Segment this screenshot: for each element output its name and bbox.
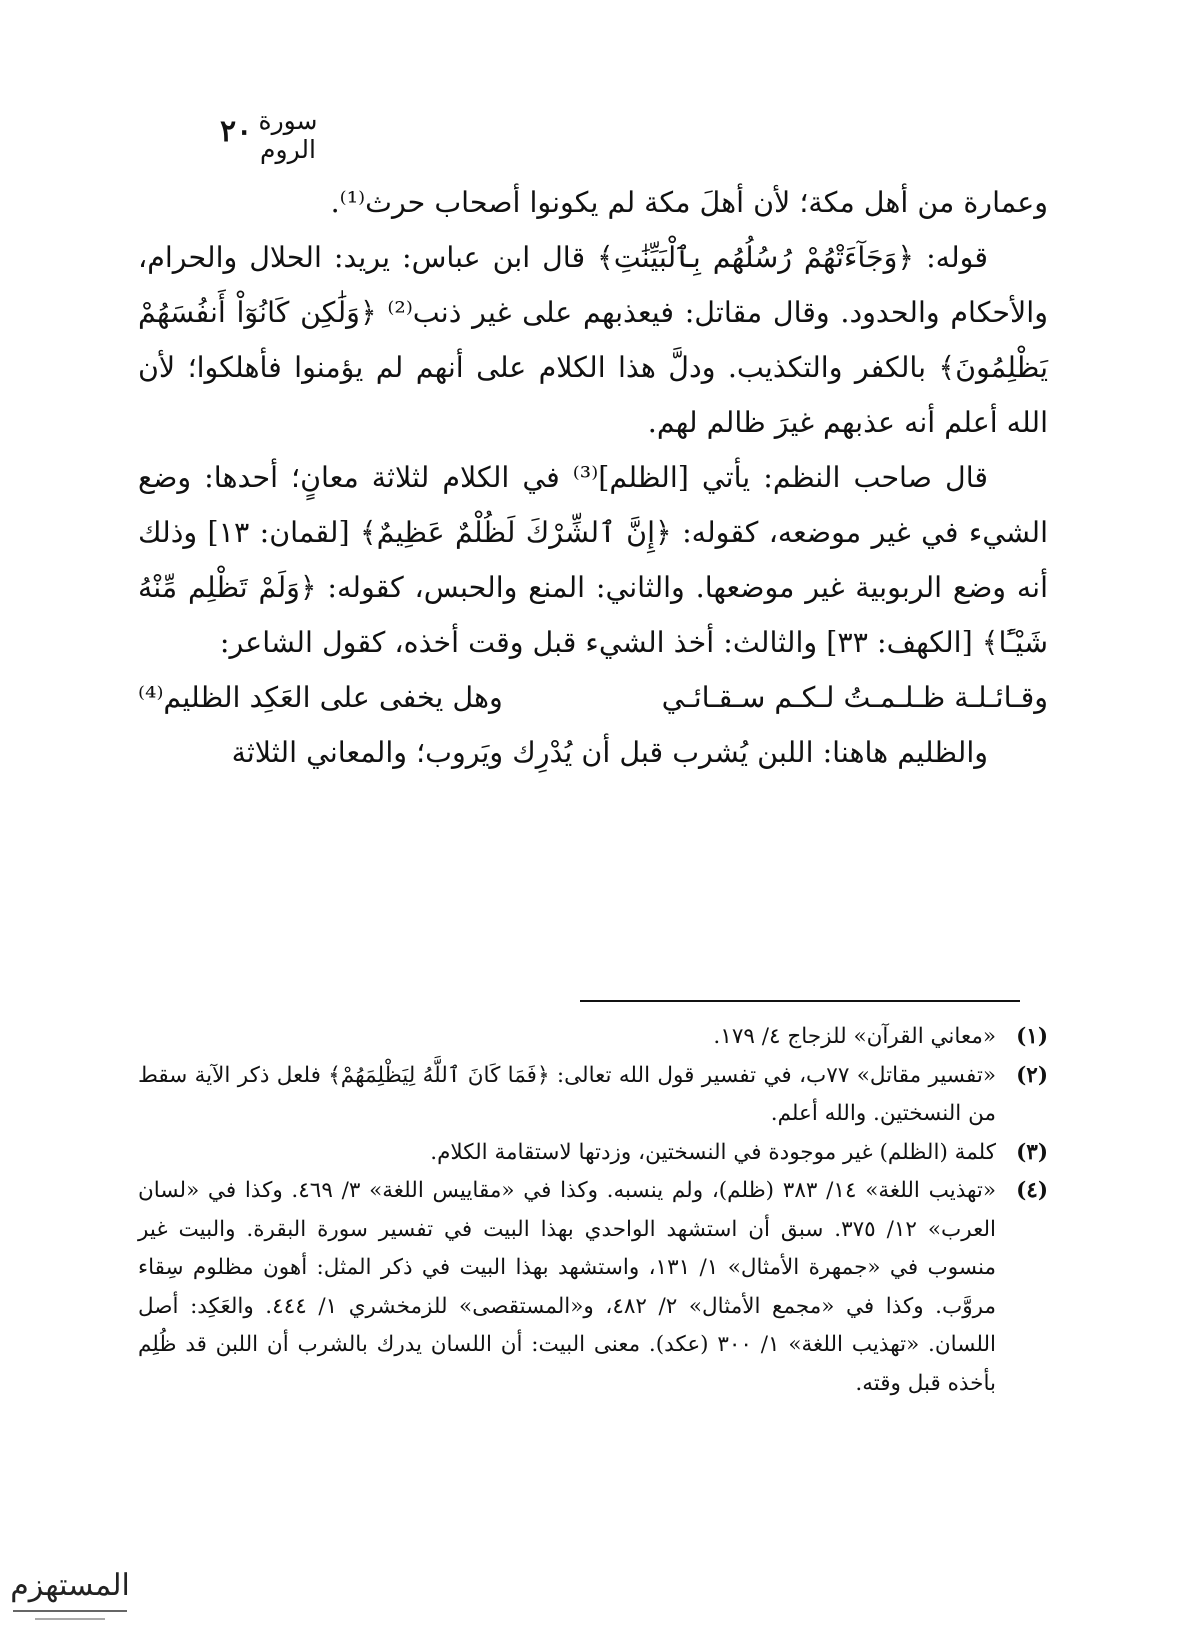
page-header	[0, 100, 1185, 164]
footnote-divider	[580, 1000, 1020, 1002]
paragraph-3: قال صاحب النظم: يأتي [الظلم]⁽³⁾ في الكلام لثلاثة معانٍ؛ أحدها: وضع الشيء في غير موضعه، كقوله: ﴿إِنَّ ٱلشِّرْكَ لَظُلْمٌ عَظِيمٌ﴾ [لقمان: ١٣] وذلك أنه وضع الربوبية غير موضعها. والثاني: المنع والحبس، كقوله: ﴿وَلَمْ تَظْلِم مِّنْهُ شَيْـًٔا﴾ [الكهف: ٣٣] والثالث: أخذ الشيء قبل وقت أخذه، كقول الشاعر:	[138, 461, 1049, 659]
footnote-number: (١)	[1016, 1024, 1048, 1049]
footnote-text: «تهذيب اللغة» ١٤/ ٣٨٣ (ظلم)، ولم ينسبه. وكذا في «مقاييس اللغة» ٣/ ٤٦٩. وكذا في «لسان العرب» ١٢/ ٣٧٥. سبق أن استشهد الواحدي بهذا البيت في تفسير سورة البقرة. والبيت غير منسوب في «جمهرة الأمثال» ١/ ١٣١، واستشهد بهذا البيت في ذكر المثل: أهون مظلوم سِقاء مروَّب. وكذا في «مجمع الأمثال» ٢/ ٤٨٢، و«المستقصى» للزمخشري ١/ ٤٤٤. والعَكِد: أصل اللسان. «تهذيب اللغة» ١/ ٣٠٠ (عكد). معنى البيت: أن اللسان يدرك بالشرب أن اللبن قد ظُلِم بأخذه قبل وقته.	[138, 1178, 997, 1396]
footnote-2	[138, 1057, 1048, 1134]
page-number: ٢٠	[220, 114, 253, 149]
stamp-text: المستهزم	[10, 1568, 130, 1603]
footnote-text: «معاني القرآن» للزجاج ٤/ ١٧٩.	[713, 1024, 996, 1049]
paragraph-1: وعمارة من أهل مكة؛ لأن أهلَ مكة لم يكونوا أصحاب حرث⁽¹⁾.	[330, 186, 1048, 219]
verse-first-hemistich: وقـائـلـة ظـلـمـتُ لـكـم سـقـائـي	[661, 681, 1048, 714]
stamp-logo	[5, 1555, 135, 1630]
footnote-4	[138, 1172, 1048, 1403]
poetry-verse	[138, 670, 1048, 725]
running-title: سورة الروم	[258, 106, 318, 164]
verse-second-hemistich: وهل يخفى على العَكِد الظليم⁽⁴⁾	[138, 681, 503, 714]
footnotes	[138, 1018, 1048, 1403]
footnote-number: (٣)	[1016, 1139, 1048, 1165]
footnote-1	[138, 1018, 1048, 1057]
paragraph-2: قوله: ﴿وَجَآءَتْهُمْ رُسُلُهُم بِٱلْبَيِّنَٰتِ﴾ قال ابن عباس: يريد: الحلال والحرام، والأحكام والحدود. وقال مقاتل: فيعذبهم على غير ذنب⁽²⁾ ﴿وَلَٰكِن كَانُوٓاْ أَنفُسَهُمْ يَظْلِمُونَ﴾ بالكفر والتكذيب. ودلَّ هذا الكلام على أنهم لم يؤمنوا فأهلكوا؛ لأن الله أعلم أنه عذبهم غيرَ ظالم لهم.	[138, 241, 1048, 439]
footnote-3	[138, 1134, 1048, 1173]
footnote-text: كلمة (الظلم) غير موجودة في النسختين، وزدتها لاستقامة الكلام.	[430, 1139, 996, 1165]
footnote-number: (٢)	[1016, 1062, 1048, 1088]
footnote-number: (٤)	[1016, 1178, 1048, 1203]
footnote-text: «تفسير مقاتل» ٧٧ب، في تفسير قول الله تعالى: ﴿فَمَا كَانَ ٱللَّهُ لِيَظْلِمَهُمْ﴾ فلعل ذكر الآية سقط من النسختين. والله أعلم.	[138, 1062, 996, 1126]
paragraph-4: والظليم هاهنا: اللبن يُشرب قبل أن يُدْرِك ويَروب؛ والمعاني الثلاثة	[231, 736, 988, 769]
main-text	[138, 175, 1048, 780]
